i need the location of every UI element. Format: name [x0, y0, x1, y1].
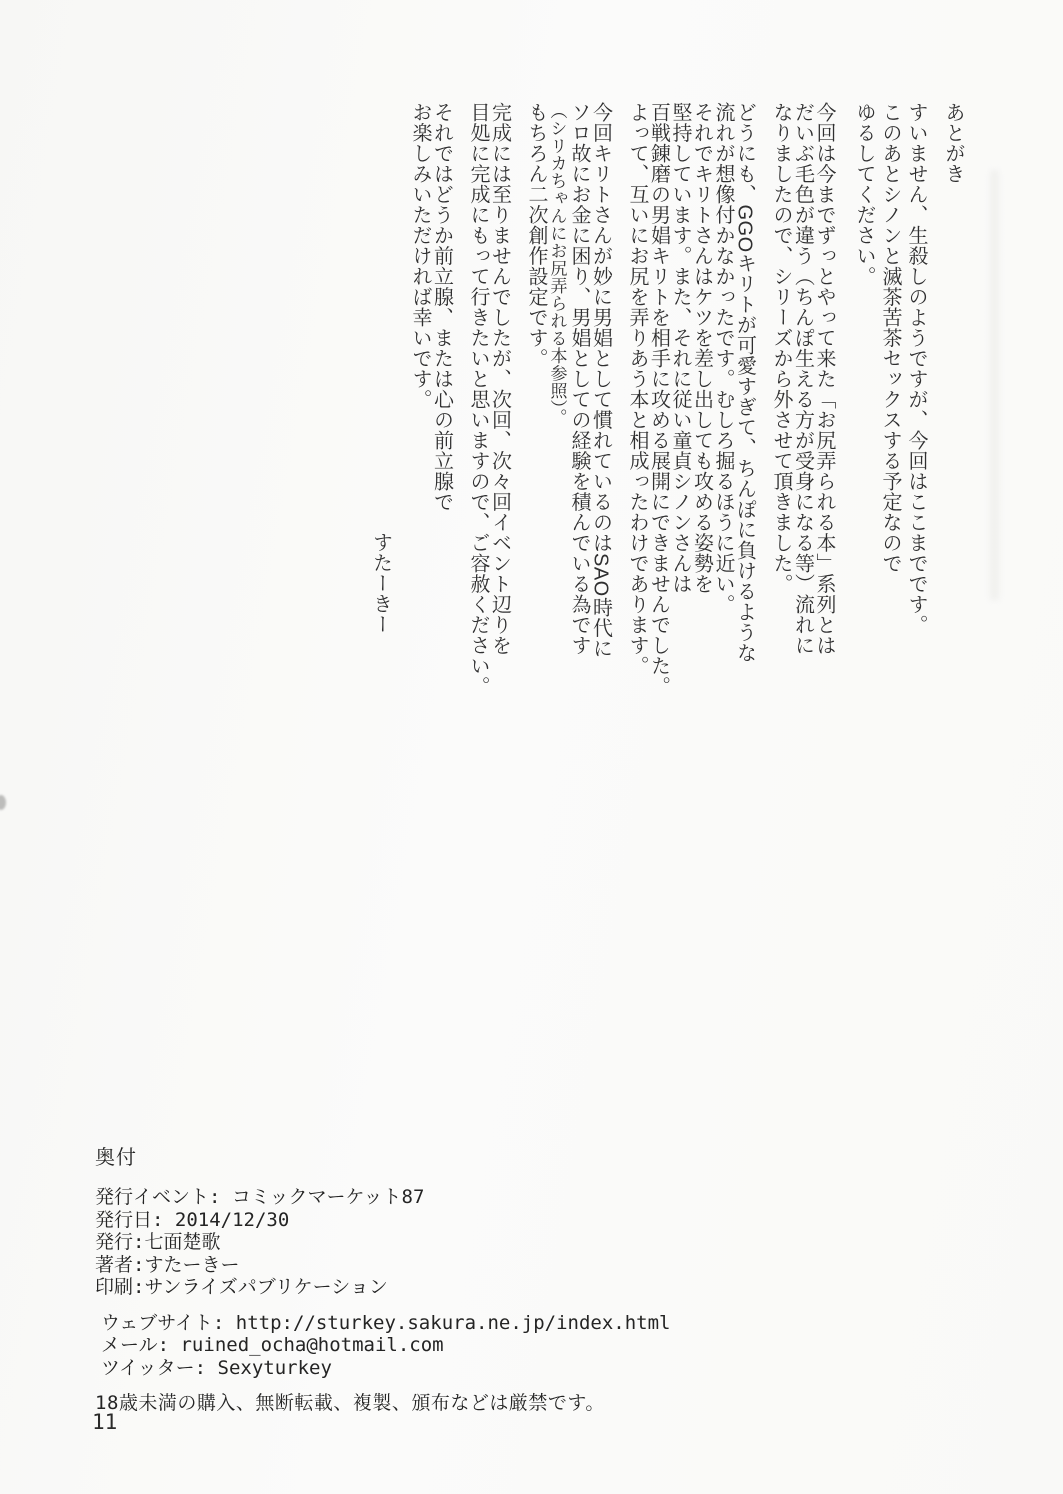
colophon-website-line: ウェブサイト: http://sturkey.sakura.ne.jp/index.html — [101, 1311, 671, 1334]
afterword-line: 堅持しています。また、それに従い童貞シノンさんは — [669, 102, 691, 594]
afterword-line: もちろん二次創作設定です。 — [525, 102, 547, 369]
afterword-line: 今回は今までずっとやって来た「お尻弄られる本」系列とは — [813, 102, 835, 656]
afterword-line: すいません、生殺しのようですが、今回はここまでです。 — [905, 102, 927, 635]
afterword-line: ソロ故にお金に困り、男娼としての経験を積んでいる為です — [568, 102, 590, 656]
colophon-date-line: 発行日: 2014/12/30 — [95, 1208, 290, 1231]
afterword-line: 流れが想像付かなかったです。むしろ掘るほうに近い。 — [712, 102, 734, 615]
afterword-title-block — [939, 102, 966, 782]
afterword-paragraph — [525, 102, 611, 782]
afterword-line: どうにも、GGOキリトが可愛すぎて、ちんぽに負けるような — [733, 102, 756, 663]
colophon-heading: 奥付 — [95, 1145, 137, 1169]
afterword-line: なりましたので、シリーズから外させて頂きました。 — [770, 102, 792, 594]
colophon-section — [95, 1146, 670, 1415]
colophon-twitter-line: ツイッター: Sexyturkey — [101, 1356, 332, 1379]
afterword-paragraph — [467, 102, 510, 782]
afterword-signature: すたーきー — [369, 532, 392, 635]
afterword-line: 完成には至りませんでしたが、次回、次々回イベント辺りを — [488, 102, 511, 656]
afterword-paragraph — [409, 102, 452, 782]
colophon-email-line: メール: ruined_ocha@hotmail.com — [101, 1334, 444, 1356]
afterword-line: それではどうか前立腺、または心の前立腺で — [430, 102, 453, 512]
colophon-publication-block — [95, 1186, 670, 1299]
colophon-printer-line: 印刷:サンライズパブリケーション — [95, 1276, 388, 1298]
page-number: 11 — [92, 1410, 118, 1434]
afterword-section — [370, 102, 967, 782]
afterword-line: 百戦錬磨の男娼キリトを相手に攻める展開にできませんでした。 — [647, 102, 670, 697]
afterword-title: あとがき — [942, 102, 964, 184]
colophon-event-line: 発行イベント: コミックマーケット87 — [95, 1186, 425, 1208]
afterword-line: 今回キリトさんが妙に男娼として慣れているのはSAO時代に — [589, 102, 612, 659]
age-notice: 18歳未満の購入、無断転載、複製、頒布などは厳禁です。 — [95, 1392, 605, 1414]
afterword-line: ゆるしてください。 — [853, 102, 875, 287]
afterword-line: お楽しみいただければ幸いです。 — [409, 102, 431, 410]
colophon-contact-block — [95, 1312, 670, 1380]
afterword-line: このあとシノンと滅茶苦茶セックスする予定なので — [879, 102, 901, 574]
afterword-paragraph — [770, 102, 835, 782]
afterword-line: それでキリトさんはケツを差し出しても攻める姿勢を — [690, 102, 713, 594]
colophon-publisher-line: 発行:七面楚歌 — [95, 1231, 221, 1253]
afterword-line-parenthetical: （シリカちゃんにお尻弄られる本参照）。 — [547, 102, 567, 426]
afterword-paragraph — [626, 102, 755, 782]
afterword-line: よって、互いにお尻を弄りあう本と相成ったわけであります。 — [626, 102, 648, 676]
scan-smudge-artifact — [0, 795, 6, 810]
colophon-author-line: 著者:すたーきー — [95, 1253, 240, 1276]
afterword-paragraph — [851, 102, 929, 782]
afterword-line: だいぶ毛色が違う（ちんぽ生える方が受身になる等）流れに — [791, 102, 814, 656]
afterword-line: 目処に完成にもって行きたいと思いますので、ご容赦ください。 — [467, 102, 489, 697]
scan-streak-artifact — [990, 170, 999, 600]
